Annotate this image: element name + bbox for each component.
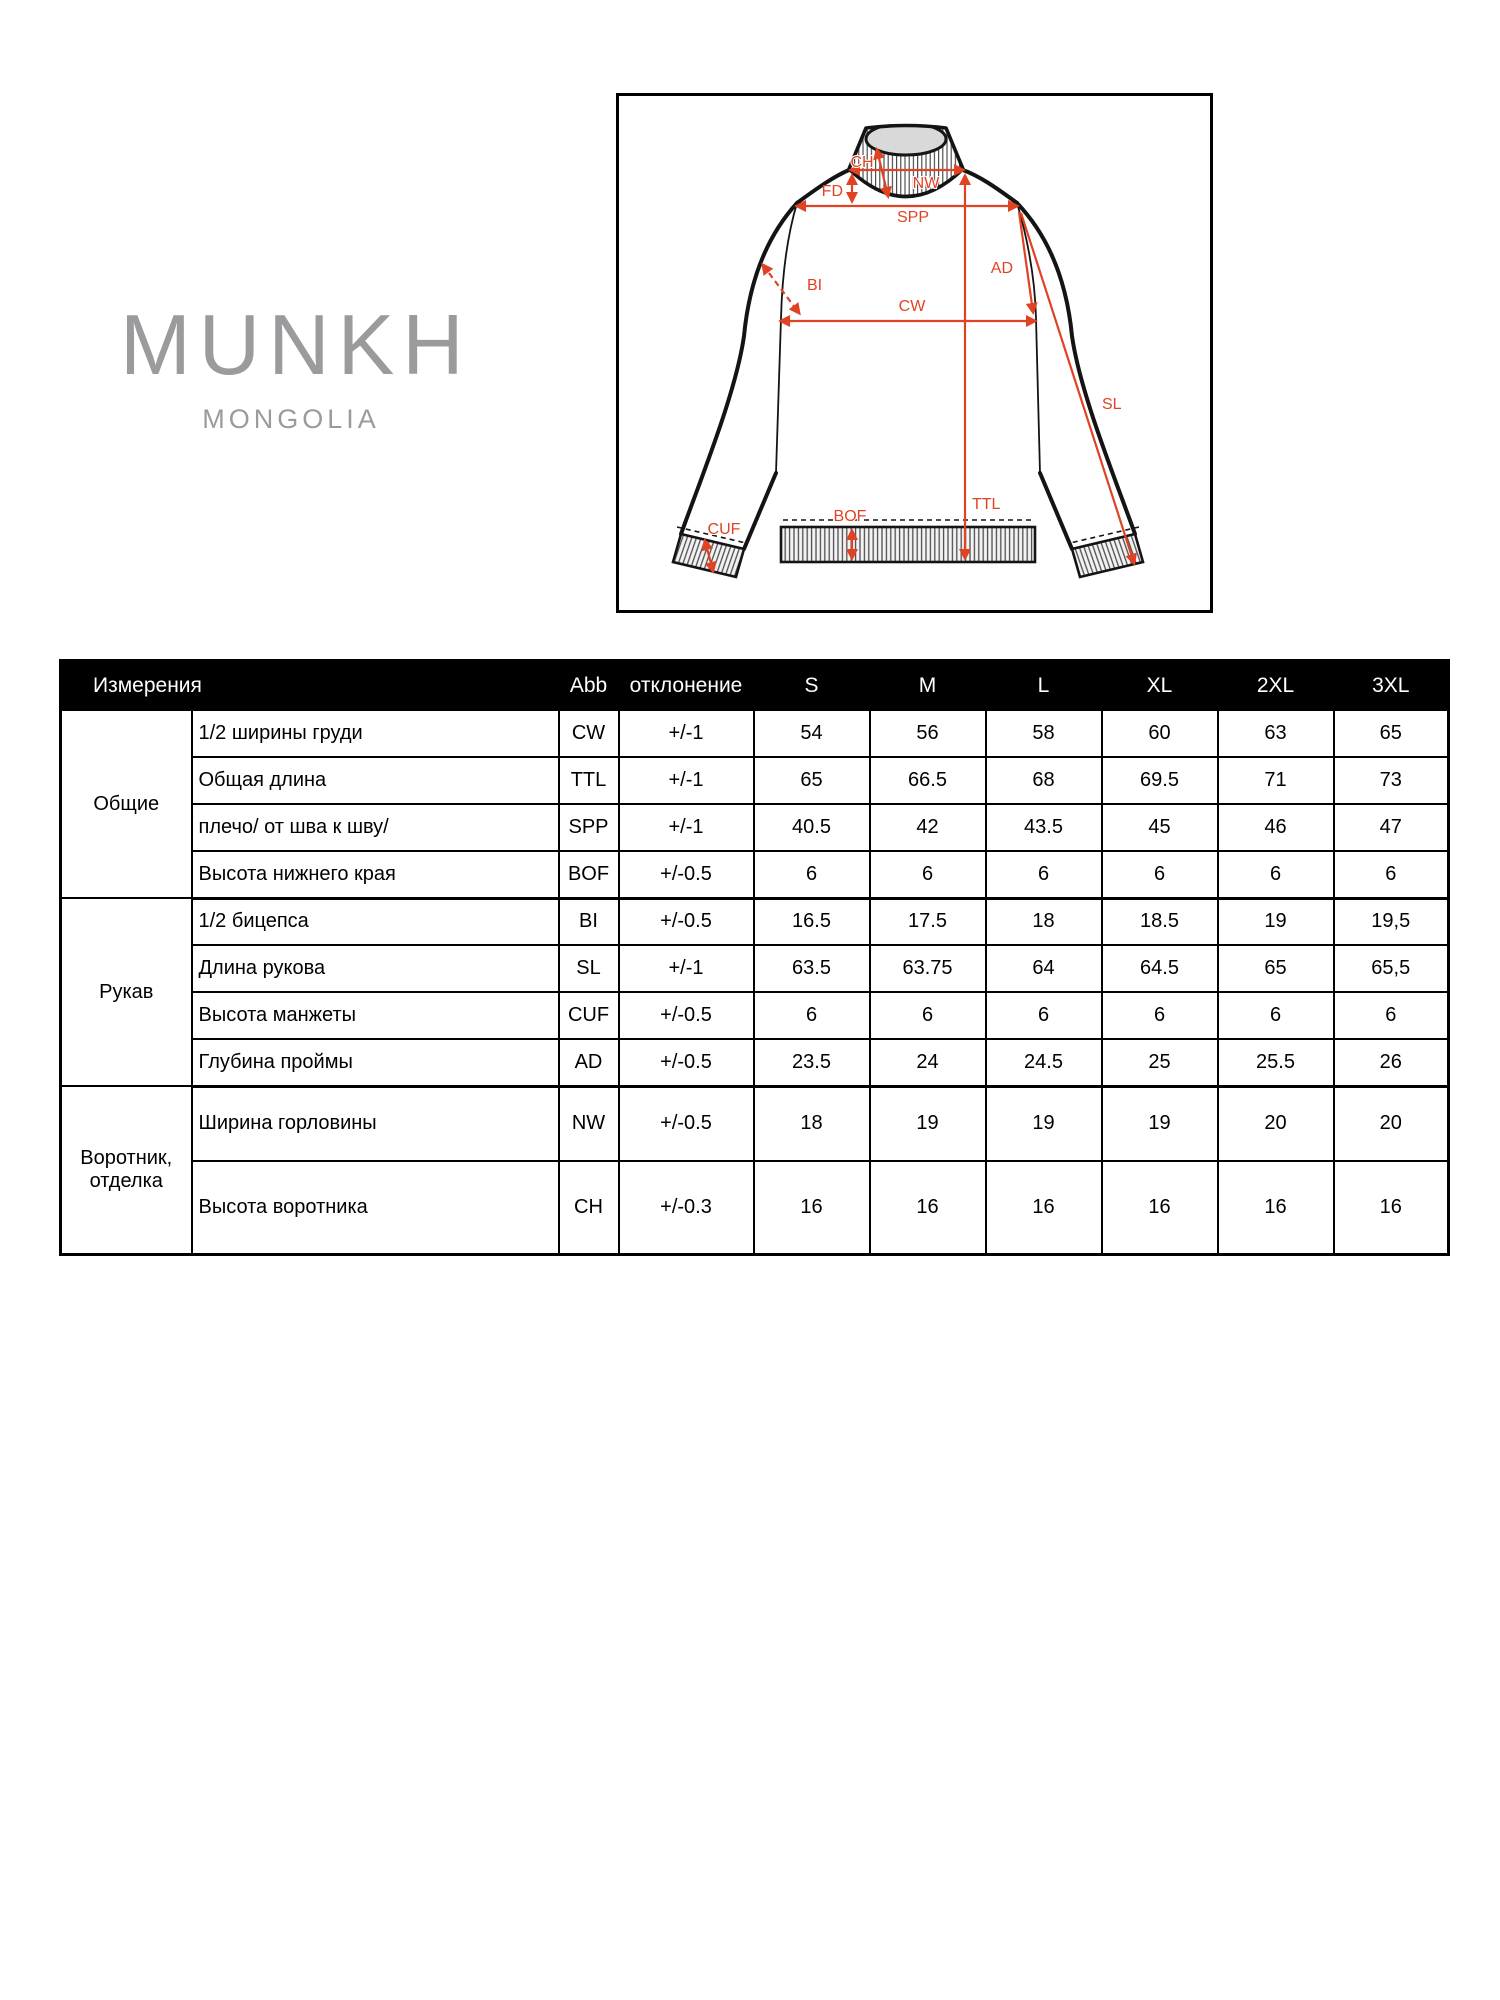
brand-logo bbox=[112, 298, 472, 434]
value-cell: 6 bbox=[986, 851, 1102, 898]
value-cell: 63 bbox=[1218, 710, 1334, 757]
measurement-name: Высота манжеты bbox=[192, 992, 559, 1039]
value-cell: 20 bbox=[1218, 1086, 1334, 1161]
header-abb: Abb bbox=[559, 661, 619, 711]
abbreviation-cell: SPP bbox=[559, 804, 619, 851]
label-bi: BI bbox=[807, 277, 823, 294]
abbreviation-cell: CUF bbox=[559, 992, 619, 1039]
measurement-name: Высота воротника bbox=[192, 1161, 559, 1254]
value-cell: 24.5 bbox=[986, 1039, 1102, 1086]
size-table bbox=[59, 659, 1450, 1256]
sweater-diagram-svg bbox=[619, 96, 1210, 610]
value-cell: 24 bbox=[870, 1039, 986, 1086]
value-cell: 25 bbox=[1102, 1039, 1218, 1086]
measurement-name: плечо/ от шва к шву/ bbox=[192, 804, 559, 851]
value-cell: 6 bbox=[754, 992, 870, 1039]
value-cell: 64 bbox=[986, 945, 1102, 992]
table-row bbox=[61, 1039, 1449, 1086]
deviation-cell: +/-1 bbox=[619, 804, 754, 851]
measurement-name: Глубина проймы bbox=[192, 1039, 559, 1086]
value-cell: 71 bbox=[1218, 757, 1334, 804]
value-cell: 6 bbox=[1102, 992, 1218, 1039]
value-cell: 40.5 bbox=[754, 804, 870, 851]
abbreviation-cell: CW bbox=[559, 710, 619, 757]
label-bof: BOF bbox=[833, 508, 867, 525]
measurement-name: 1/2 ширины груди bbox=[192, 710, 559, 757]
deviation-cell: +/-0.5 bbox=[619, 851, 754, 898]
header-deviation: отклонение bbox=[619, 661, 754, 711]
value-cell: 56 bbox=[870, 710, 986, 757]
value-cell: 42 bbox=[870, 804, 986, 851]
value-cell: 73 bbox=[1334, 757, 1449, 804]
deviation-cell: +/-1 bbox=[619, 710, 754, 757]
value-cell: 60 bbox=[1102, 710, 1218, 757]
value-cell: 19 bbox=[1218, 898, 1334, 945]
label-spp: SPP bbox=[896, 209, 930, 226]
measurement-name: Высота нижнего края bbox=[192, 851, 559, 898]
value-cell: 6 bbox=[1334, 992, 1449, 1039]
value-cell: 16 bbox=[1218, 1161, 1334, 1254]
group-label: Общие bbox=[61, 710, 192, 898]
value-cell: 64.5 bbox=[1102, 945, 1218, 992]
value-cell: 18.5 bbox=[1102, 898, 1218, 945]
abbreviation-cell: BOF bbox=[559, 851, 619, 898]
measurement-name: Длина рукова bbox=[192, 945, 559, 992]
value-cell: 6 bbox=[1218, 992, 1334, 1039]
value-cell: 18 bbox=[754, 1086, 870, 1161]
table-row bbox=[61, 992, 1449, 1039]
value-cell: 54 bbox=[754, 710, 870, 757]
table-row bbox=[61, 1161, 1449, 1254]
value-cell: 65 bbox=[754, 757, 870, 804]
table-row bbox=[61, 898, 1449, 945]
group-label: Воротник, отделка bbox=[61, 1086, 192, 1254]
value-cell: 66.5 bbox=[870, 757, 986, 804]
table-row bbox=[61, 804, 1449, 851]
table-header-row bbox=[61, 661, 1449, 711]
measurement-name: Общая длина bbox=[192, 757, 559, 804]
brand-subtitle: MONGOLIA bbox=[202, 404, 380, 434]
header-size: 2XL bbox=[1218, 661, 1334, 711]
value-cell: 47 bbox=[1334, 804, 1449, 851]
sweater-diagram bbox=[616, 93, 1213, 613]
measurement-name: 1/2 бицепса bbox=[192, 898, 559, 945]
hem-band bbox=[781, 520, 1035, 562]
abbreviation-cell: AD bbox=[559, 1039, 619, 1086]
label-ad: AD bbox=[990, 260, 1013, 277]
table-row bbox=[61, 710, 1449, 757]
header-size: M bbox=[870, 661, 986, 711]
label-fd: FD bbox=[821, 183, 843, 200]
value-cell: 63.75 bbox=[870, 945, 986, 992]
value-cell: 6 bbox=[754, 851, 870, 898]
header-size: 3XL bbox=[1334, 661, 1449, 711]
value-cell: 63.5 bbox=[754, 945, 870, 992]
label-sl: SL bbox=[1102, 396, 1122, 413]
table-row bbox=[61, 945, 1449, 992]
value-cell: 58 bbox=[986, 710, 1102, 757]
value-cell: 23.5 bbox=[754, 1039, 870, 1086]
deviation-cell: +/-0.5 bbox=[619, 992, 754, 1039]
value-cell: 25.5 bbox=[1218, 1039, 1334, 1086]
value-cell: 18 bbox=[986, 898, 1102, 945]
value-cell: 16 bbox=[1334, 1161, 1449, 1254]
deviation-cell: +/-0.3 bbox=[619, 1161, 754, 1254]
abbreviation-cell: BI bbox=[559, 898, 619, 945]
table-row bbox=[61, 851, 1449, 898]
deviation-cell: +/-1 bbox=[619, 757, 754, 804]
table-row bbox=[61, 757, 1449, 804]
value-cell: 65 bbox=[1218, 945, 1334, 992]
value-cell: 69.5 bbox=[1102, 757, 1218, 804]
value-cell: 17.5 bbox=[870, 898, 986, 945]
value-cell: 16 bbox=[1102, 1161, 1218, 1254]
label-cw: CW bbox=[898, 298, 926, 315]
value-cell: 6 bbox=[870, 992, 986, 1039]
value-cell: 16.5 bbox=[754, 898, 870, 945]
value-cell: 19 bbox=[1102, 1086, 1218, 1161]
table-row bbox=[61, 1086, 1449, 1161]
value-cell: 16 bbox=[986, 1161, 1102, 1254]
deviation-cell: +/-1 bbox=[619, 945, 754, 992]
abbreviation-cell: CH bbox=[559, 1161, 619, 1254]
value-cell: 26 bbox=[1334, 1039, 1449, 1086]
abbreviation-cell: TTL bbox=[559, 757, 619, 804]
value-cell: 65 bbox=[1334, 710, 1449, 757]
label-ttl: TTL bbox=[972, 496, 1001, 513]
header-size: S bbox=[754, 661, 870, 711]
deviation-cell: +/-0.5 bbox=[619, 898, 754, 945]
value-cell: 16 bbox=[754, 1161, 870, 1254]
value-cell: 6 bbox=[1218, 851, 1334, 898]
abbreviation-cell: SL bbox=[559, 945, 619, 992]
abbreviation-cell: NW bbox=[559, 1086, 619, 1161]
value-cell: 20 bbox=[1334, 1086, 1449, 1161]
value-cell: 68 bbox=[986, 757, 1102, 804]
header-size: L bbox=[986, 661, 1102, 711]
value-cell: 6 bbox=[1102, 851, 1218, 898]
label-ch: CH bbox=[850, 154, 874, 171]
value-cell: 6 bbox=[986, 992, 1102, 1039]
value-cell: 6 bbox=[1334, 851, 1449, 898]
measurement-name: Ширина горловины bbox=[192, 1086, 559, 1161]
brand-name: MUNKH bbox=[120, 298, 472, 393]
value-cell: 19,5 bbox=[1334, 898, 1449, 945]
value-cell: 65,5 bbox=[1334, 945, 1449, 992]
value-cell: 43.5 bbox=[986, 804, 1102, 851]
group-label: Рукав bbox=[61, 898, 192, 1086]
label-nw: NW bbox=[912, 175, 940, 192]
header-measurements: Измерения bbox=[61, 661, 559, 711]
deviation-cell: +/-0.5 bbox=[619, 1039, 754, 1086]
value-cell: 16 bbox=[870, 1161, 986, 1254]
header-size: XL bbox=[1102, 661, 1218, 711]
value-cell: 19 bbox=[986, 1086, 1102, 1161]
deviation-cell: +/-0.5 bbox=[619, 1086, 754, 1161]
value-cell: 45 bbox=[1102, 804, 1218, 851]
value-cell: 46 bbox=[1218, 804, 1334, 851]
label-cuf: CUF bbox=[707, 521, 741, 538]
value-cell: 19 bbox=[870, 1086, 986, 1161]
value-cell: 6 bbox=[870, 851, 986, 898]
